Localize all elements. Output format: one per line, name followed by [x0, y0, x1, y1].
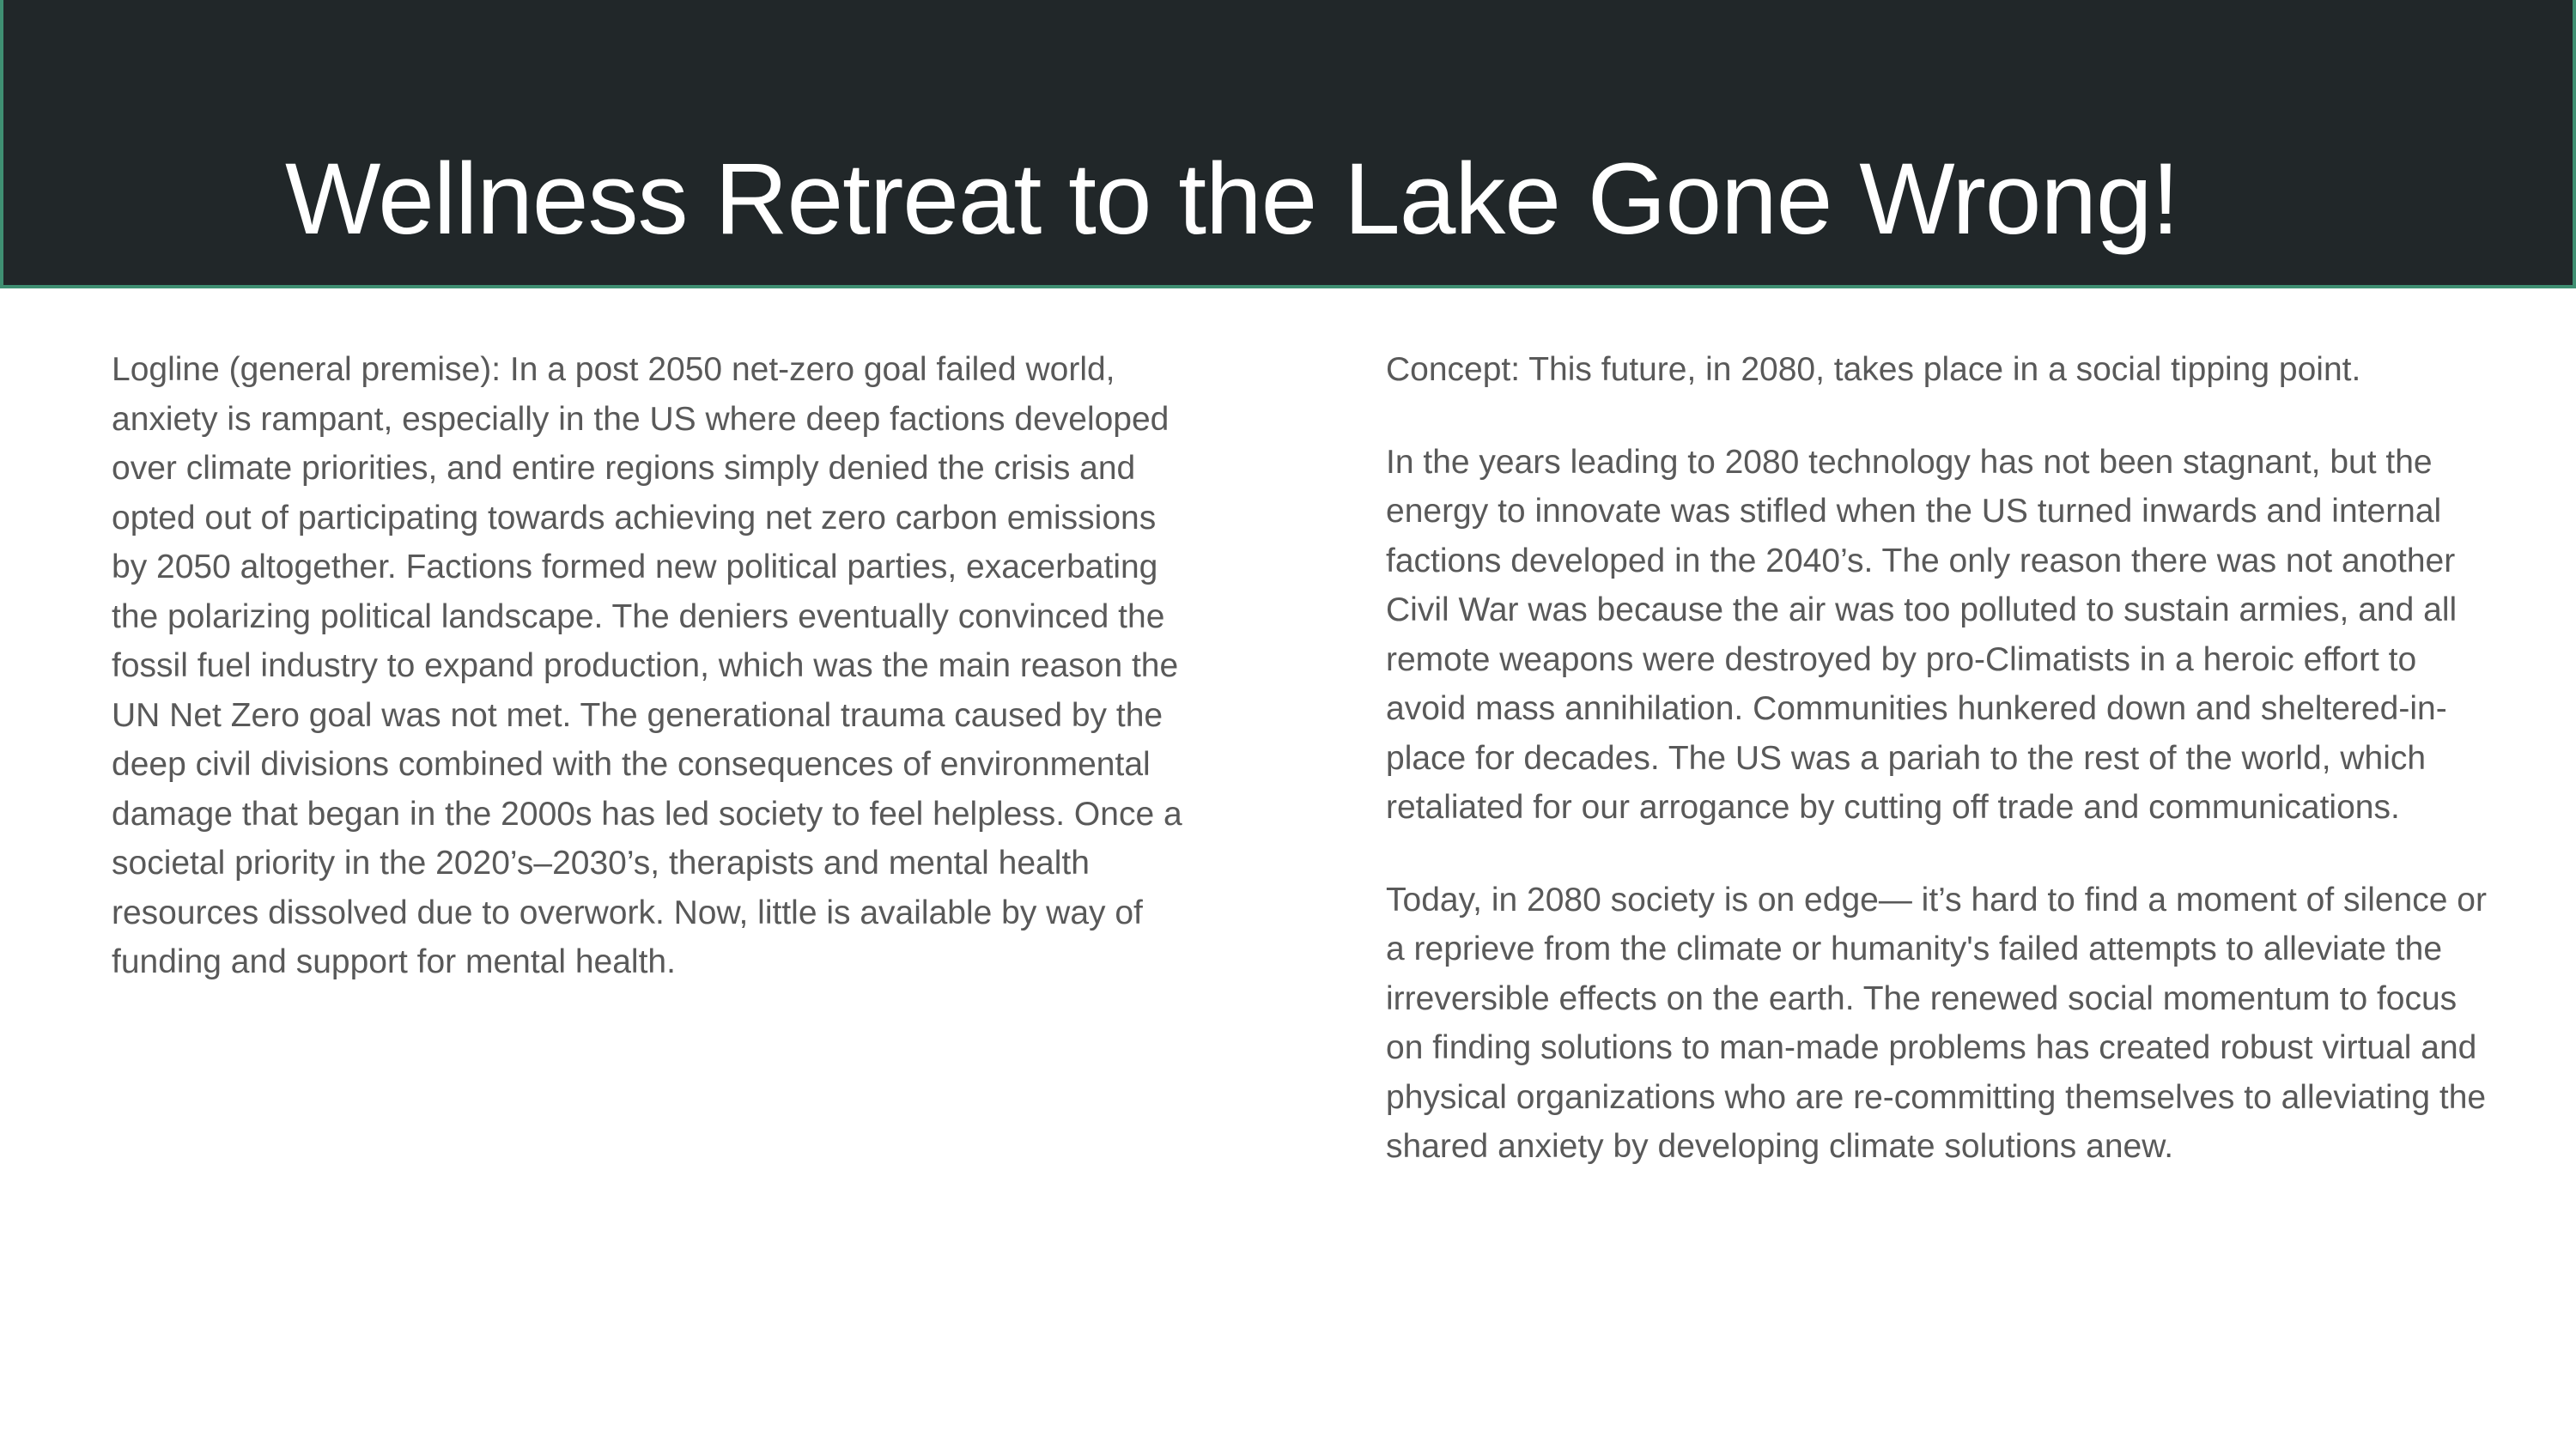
concept-paragraph: Concept: This future, in 2080, takes place in a social tipping point. — [1386, 351, 2361, 388]
title-banner — [0, 0, 2576, 288]
logline-paragraph: Logline (general premise): In a post 2050 net-zero goal failed world, anxiety is rampant, especially in the US where deep factions developed over climate priorities, and entire regions simply denied the crisis and opted out of participating towards achieving net zero carbon emissions by 2050 altogether. Factions formed new political parties, exacerbating the polarizing political landscape. The deniers eventually convinced the fossil fuel industry to expand production, which was the main reason the UN Net Zero goal was not met. The generational trauma caused by the deep civil divisions combined with the consequences of environmental damage that began in the 2000s has led society to feel helpless. Once a societal priority in the 2020’s–2030’s, therapists and mental health resources dissolved due to overwork. Now, little is available by way of funding and support for mental health. — [112, 351, 1182, 980]
slide-title: Wellness Retreat to the Lake Gone Wrong! — [285, 142, 2179, 256]
today-paragraph: Today, in 2080 society is on edge— it’s hard to find a moment of silence or a reprieve from the climate or humanity's failed attempts to alleviate the irreversible effects on the earth. The renewed social momentum to focus on finding solutions to man-made problems has created robust virtual and physical organizations who are re-committing themselves to alleviating the shared anxiety by developing climate solutions anew. — [1386, 881, 2487, 1165]
history-paragraph: In the years leading to 2080 technology has not been stagnant, but the energy to innovate was stifled when the US turned inwards and internal factions developed in the 2040’s. The only reason there was not another Civil War was because the air was too polluted to sustain armies, and all remote weapons were destroyed by pro-Climatists in a heroic effort to avoid mass annihilation. Communities hunkered down and sheltered-in-place for decades. The US was a pariah to the rest of the world, which retaliated for our arrogance by cutting off trade and communications. — [1386, 443, 2458, 826]
right-column — [1386, 345, 2494, 1172]
left-column — [112, 345, 1194, 987]
